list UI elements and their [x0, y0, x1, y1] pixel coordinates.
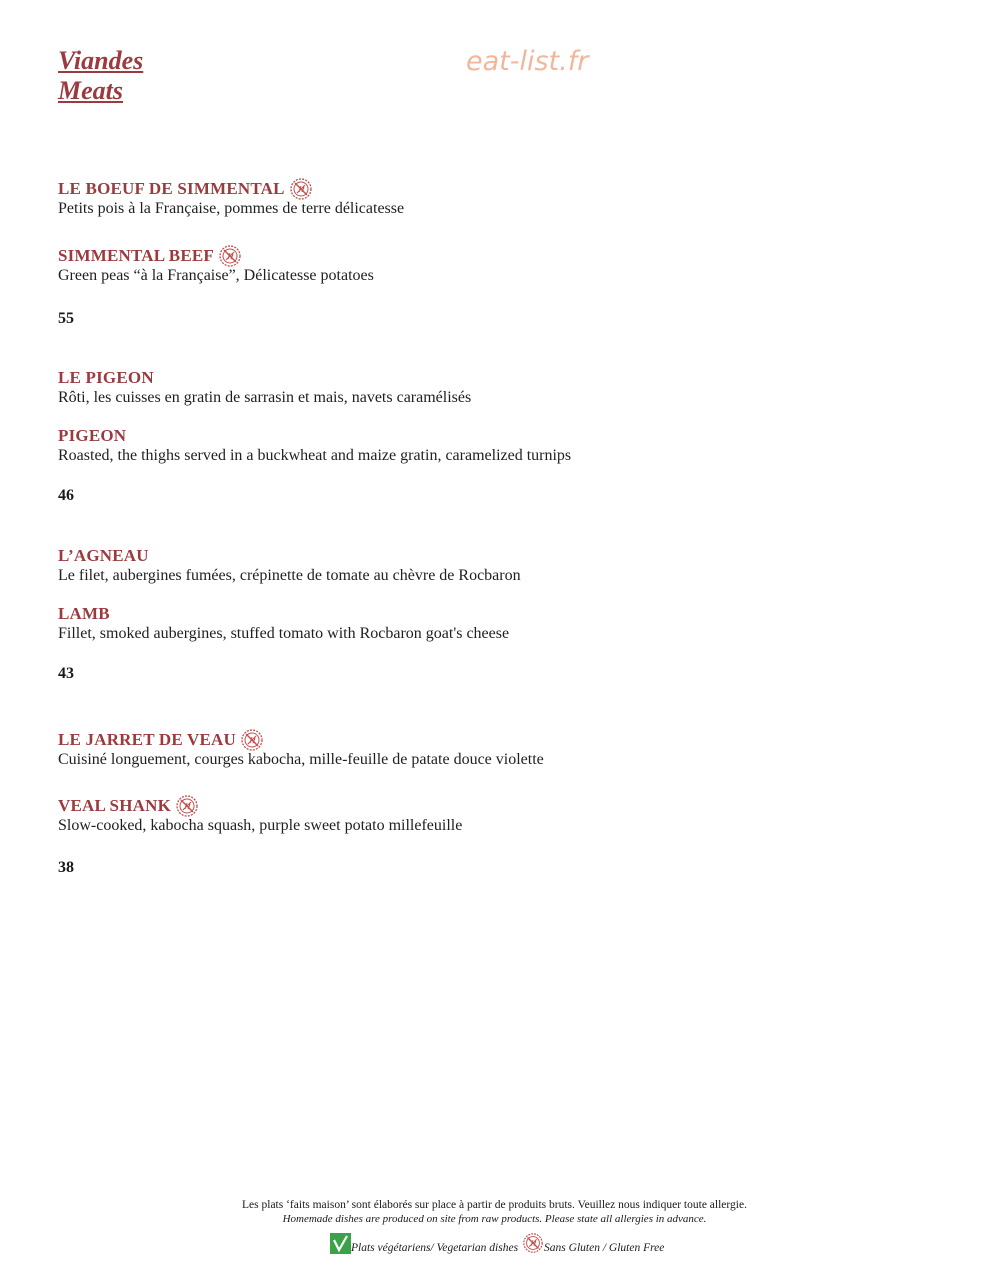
section-title-en: Meats — [58, 76, 123, 105]
watermark: eat-list.fr — [466, 46, 589, 77]
dish-name-fr: LE PIGEON — [58, 368, 154, 387]
dish-name-fr: LE JARRET DE VEAU — [58, 726, 938, 750]
dish-name-en: LAMB — [58, 604, 110, 623]
dish-desc-fr: Rôti, les cuisses en gratin de sarrasin et mais, navets caramélisés — [58, 389, 472, 406]
dish-name-en: VEAL SHANK — [58, 792, 938, 816]
dish-price: 46 — [58, 487, 74, 504]
dish-veal-shank — [58, 726, 938, 770]
dish-desc-en: Fillet, smoked aubergines, stuffed tomato with Rocbaron goat's cheese — [58, 625, 510, 642]
dish-lamb — [58, 546, 938, 586]
footer-note-fr: Les plats ‘faits maison’ sont élaborés sur place à partir de produits bruts. Veuillez nous indiquer toute allergie. — [242, 1199, 747, 1211]
dish-desc-en: Green peas “à la Française”, Délicatesse potatoes — [58, 267, 374, 284]
dish-desc-fr: Le filet, aubergines fumées, crépinette de tomate au chèvre de Rocbaron — [58, 567, 521, 584]
dish-lamb-en — [58, 604, 938, 644]
dish-name-en: SIMMENTAL BEEF — [58, 242, 938, 266]
section-title — [58, 46, 143, 106]
gluten-free-icon — [218, 244, 242, 268]
section-title-fr: Viandes — [58, 46, 144, 75]
dish-desc-fr: Cuisiné longuement, courges kabocha, mille-feuille de patate douce violette — [58, 751, 544, 768]
legend-gluten-free-label: Sans Gluten / Gluten Free — [544, 1242, 665, 1254]
gluten-free-icon — [175, 794, 199, 818]
gluten-free-icon — [240, 728, 264, 752]
legend-vegetarian-label: Plats végétariens/ Vegetarian dishes — [351, 1242, 519, 1254]
footer-legend — [330, 1232, 664, 1254]
dish-price: 55 — [58, 310, 74, 327]
vegetarian-icon — [330, 1233, 351, 1254]
dish-desc-en: Slow-cooked, kabocha squash, purple sweet potato millefeuille — [58, 817, 463, 834]
dish-name-fr: L’AGNEAU — [58, 546, 149, 565]
dish-pigeon — [58, 368, 938, 408]
gluten-free-icon — [522, 1232, 544, 1254]
dish-name-fr: LE BOEUF DE SIMMENTAL — [58, 175, 938, 199]
footer-note-en: Homemade dishes are produced on site from raw products. Please state all allergies in advance. — [282, 1213, 707, 1225]
dish-veal-shank-en — [58, 792, 938, 836]
gluten-free-icon — [289, 177, 313, 201]
dish-desc-fr: Petits pois à la Française, pommes de terre délicatesse — [58, 200, 405, 217]
dish-price: 38 — [58, 859, 74, 876]
footer-note — [0, 1198, 989, 1226]
dish-simmental-beef — [58, 175, 938, 219]
dish-desc-en: Roasted, the thighs served in a buckwheat and maize gratin, caramelized turnips — [58, 447, 572, 464]
dish-simmental-beef-en — [58, 242, 938, 286]
dish-name-en: PIGEON — [58, 426, 127, 445]
dish-pigeon-en — [58, 426, 938, 466]
dish-price: 43 — [58, 665, 74, 682]
